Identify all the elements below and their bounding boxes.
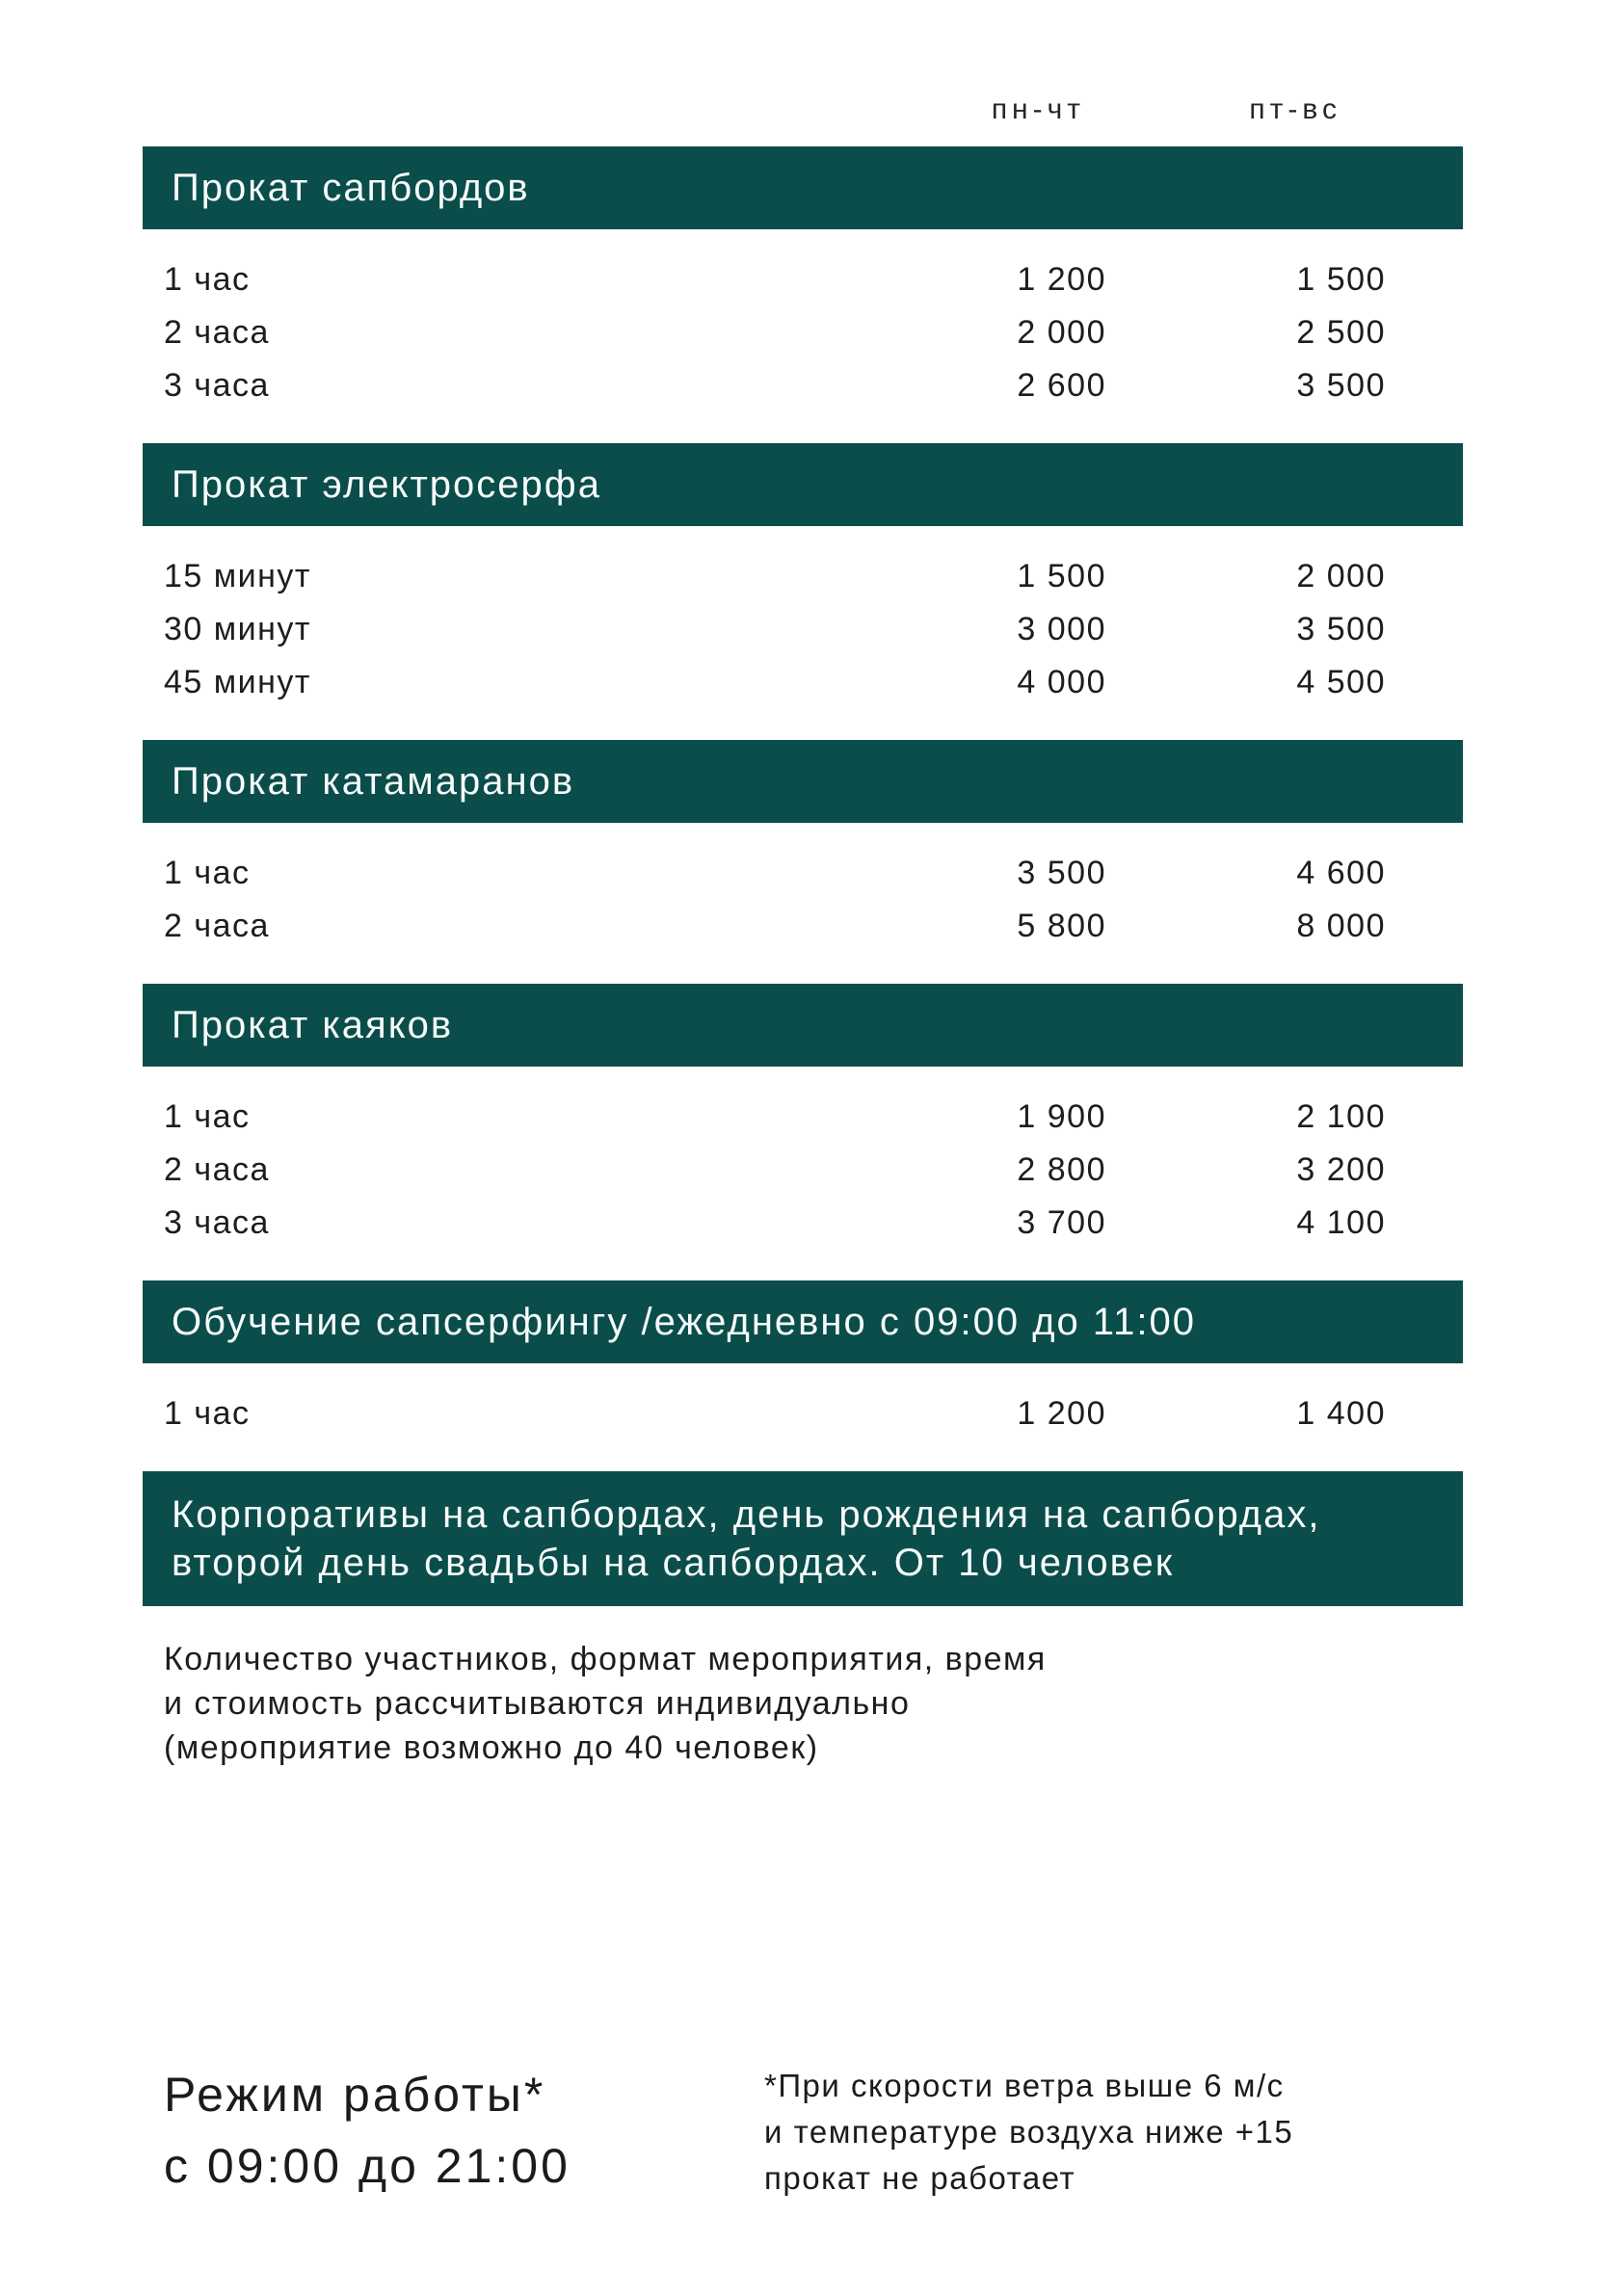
section-title: Прокат каяков	[172, 1003, 454, 1046]
section-header-events	[143, 1471, 1463, 1606]
row-label: 1 час	[164, 261, 251, 298]
section-title-line: Корпоративы на сапбордах, день рождения на сапбордах,	[172, 1493, 1321, 1536]
column-header-mon-thu: пн-чт	[991, 93, 1085, 125]
price-fri-sun: 8 000	[1296, 908, 1386, 944]
row-label: 45 минут	[164, 664, 311, 700]
footer	[143, 2059, 1463, 2202]
price-fri-sun: 1 500	[1296, 261, 1386, 298]
section-header-kayaks	[143, 984, 1463, 1067]
row-label: 2 часа	[164, 908, 270, 944]
price-fri-sun: 2 000	[1296, 558, 1386, 594]
wind-disclaimer-line: *При скорости ветра выше 6 м/с	[764, 2068, 1285, 2103]
price-fri-sun: 4 500	[1296, 664, 1386, 700]
row-label: 1 час	[164, 1395, 251, 1432]
price-fri-sun: 3 500	[1296, 611, 1386, 647]
section-header-training	[143, 1280, 1463, 1363]
row-label: 1 час	[164, 855, 251, 891]
working-hours	[143, 2059, 764, 2202]
section-rows-catamarans	[143, 823, 1463, 984]
price-mon-thu: 5 800	[1017, 908, 1106, 944]
price-mon-thu: 3 700	[1017, 1204, 1106, 1241]
price-fri-sun: 3 500	[1296, 367, 1386, 404]
price-row	[143, 847, 1463, 900]
price-fri-sun: 4 600	[1296, 855, 1386, 891]
row-label: 30 минут	[164, 611, 311, 647]
price-row	[143, 1197, 1463, 1250]
price-mon-thu: 2 000	[1017, 314, 1106, 351]
price-fri-sun: 4 100	[1296, 1204, 1386, 1241]
section-rows-supboards	[143, 229, 1463, 443]
section-header-catamarans	[143, 740, 1463, 823]
price-row	[143, 359, 1463, 412]
price-fri-sun: 2 500	[1296, 314, 1386, 351]
row-label: 15 минут	[164, 558, 311, 594]
price-row	[143, 900, 1463, 953]
price-fri-sun: 2 100	[1296, 1098, 1386, 1135]
price-mon-thu: 1 900	[1017, 1098, 1106, 1135]
price-row	[143, 306, 1463, 359]
price-mon-thu: 3 500	[1017, 855, 1106, 891]
section-rows-electrosurf	[143, 526, 1463, 740]
price-mon-thu: 3 000	[1017, 611, 1106, 647]
section-header-electrosurf	[143, 443, 1463, 526]
events-note-line: и стоимость рассчитываются индивидуально	[164, 1685, 911, 1722]
row-label: 2 часа	[164, 1151, 270, 1188]
section-header-supboards	[143, 146, 1463, 229]
price-mon-thu: 2 600	[1017, 367, 1106, 404]
section-rows-training	[143, 1363, 1463, 1471]
price-row	[143, 1144, 1463, 1197]
price-mon-thu: 1 200	[1017, 261, 1106, 298]
section-title: Прокат сапбордов	[172, 166, 530, 209]
events-note	[143, 1637, 1463, 1770]
section-title: Прокат электросерфа	[172, 462, 601, 506]
column-header-fri-sun: пт-вс	[1249, 93, 1341, 125]
row-label: 3 часа	[164, 1204, 270, 1241]
working-hours-title: Режим работы*	[164, 2068, 546, 2122]
events-note-line: Количество участников, формат мероприятия, время	[164, 1641, 1047, 1677]
wind-disclaimer	[764, 2059, 1463, 2202]
price-mon-thu: 4 000	[1017, 664, 1106, 700]
price-fri-sun: 1 400	[1296, 1395, 1386, 1432]
row-label: 3 часа	[164, 367, 270, 404]
price-row	[143, 253, 1463, 306]
price-row	[143, 656, 1463, 709]
wind-disclaimer-line: прокат не работает	[764, 2160, 1076, 2196]
section-title-line: второй день свадьбы на сапбордах. От 10 человек	[172, 1542, 1175, 1584]
price-list	[143, 0, 1463, 2202]
price-row	[143, 1387, 1463, 1440]
price-mon-thu: 1 200	[1017, 1395, 1106, 1432]
section-title: Прокат катамаранов	[172, 759, 575, 803]
column-headers-row	[143, 0, 1463, 127]
events-note-line: (мероприятие возможно до 40 человек)	[164, 1729, 819, 1766]
working-hours-time: с 09:00 до 21:00	[164, 2139, 571, 2193]
price-fri-sun: 3 200	[1296, 1151, 1386, 1188]
price-mon-thu: 2 800	[1017, 1151, 1106, 1188]
price-row	[143, 603, 1463, 656]
section-rows-kayaks	[143, 1067, 1463, 1280]
row-label: 2 часа	[164, 314, 270, 351]
price-mon-thu: 1 500	[1017, 558, 1106, 594]
price-row	[143, 550, 1463, 603]
price-row	[143, 1091, 1463, 1144]
wind-disclaimer-line: и температуре воздуха ниже +15	[764, 2114, 1294, 2150]
row-label: 1 час	[164, 1098, 251, 1135]
section-title: Обучение сапсерфингу /ежедневно с 09:00 до 11:00	[172, 1300, 1197, 1343]
